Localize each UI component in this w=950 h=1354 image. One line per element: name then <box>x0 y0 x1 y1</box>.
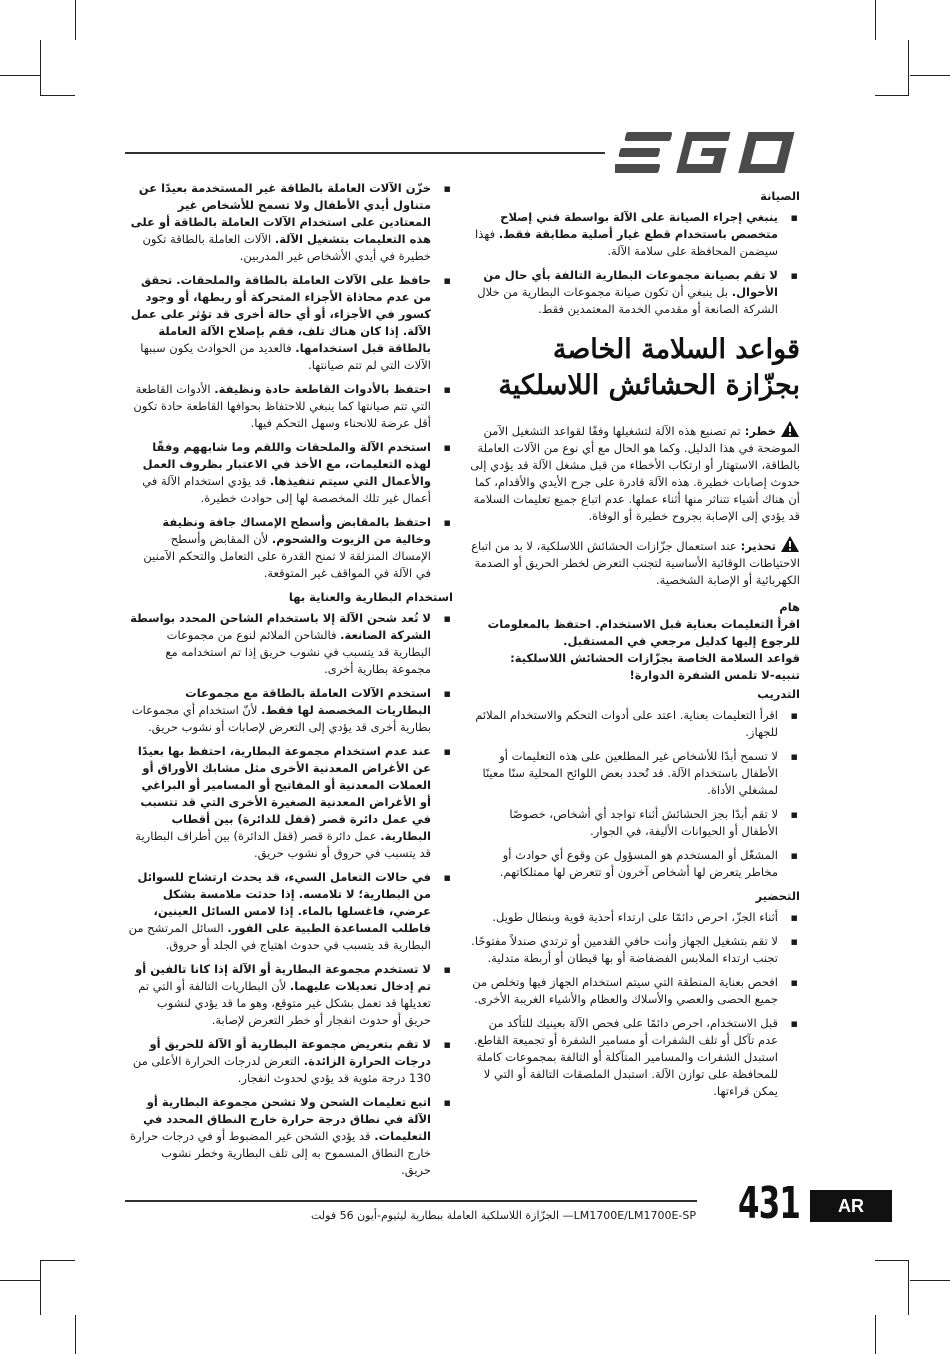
warning-paragraph: خطر: تم تصنيع هذه الآلة لتشغيلها وفقًا لقواعد التشغيل الآمن الموضحة في هذا الدليل. وكما هو الحال مع أي نوع من الآلات العاملة بالطاقة، الاستهتار أو ارتكاب الأخطاء من قبل مشغل الآلة قد يؤدي إلى حدوث إصابات خطيرة. هذه الآلة قادرة على جرح الأيدي والأقدام، كما أن هناك أشياء تتناثر منها أثناء عملها. عدم اتباع جميع تعليمات السلامة قد يؤدي إلى الإصابة بجروح خطيرة أو الوفاة. <box>470 420 800 525</box>
warning-triangle-icon <box>780 535 800 553</box>
crop-mark <box>0 75 40 76</box>
battery-heading: استخدام البطارية والعناية بها <box>288 590 453 604</box>
list-item: ▪ ينبغي إجراء الصيانة على الآلة بواسطة فني إصلاح متخصص باستخدام قطع غيار أصلية مطابقة فقط. فهذا سيضمن المحافظة على سلامة الآلة. <box>470 209 800 260</box>
left-column <box>128 180 453 1186</box>
crop-mark <box>875 0 876 40</box>
important-line: قواعد السلامة الخاصة بجزّازات الحشائش اللاسلكية: <box>510 651 800 665</box>
list-item: ▪ احتفظ بالمقابض وأسطح الإمساك جافة ونظيفة وخالية من الزيوت والشحوم. لأن المقابض وأسطح الإمساك المنزلقة لا تمنح القدرة على التعامل والتحكم الآمنين في الآلة في المواقف غير المتوقعة. <box>128 514 453 582</box>
important-line: هام <box>779 600 800 614</box>
footer-model-text: LM1700E/LM1700E-SP— الجزّازة اللاسلكية العاملة ببطارية ليثيوم-أيون 56 فولت <box>311 1209 696 1222</box>
list-item: ▪ اقرأ التعليمات بعناية. اعتد على أدوات التحكم والاستخدام الملائم للجهاز. <box>470 707 800 741</box>
crop-mark <box>40 95 75 96</box>
crop-mark <box>75 0 76 40</box>
language-badge: AR <box>810 1190 892 1222</box>
list-item: ▪ لا تُعد شحن الآلة إلا باستخدام الشاحن المحدد بواسطة الشركة الصانعة. فالشاحن الملائم لنوع من مجموعات البطارية قد يتسبب في نشوب حريق إذا تم استخدامه مع مجموعة بطارية أخرى. <box>128 610 453 678</box>
list-item: ▪ استخدم الآلة والملحقات واللقم وما شابههم وفقًا لهذه التعليمات، مع الأخذ في الاعتبار بظروف العمل والأعمال التي سيتم تنفيذها. قد يؤدي استخدام الآلة في أعمال غير تلك المخصصة لها إلى حوادث خطيرة. <box>128 439 453 507</box>
list-item: ▪ لا تستخدم مجموعة البطارية أو الآلة إذا كانا تالفين أو تم إدخال تعديلات عليهما. لأن البطاريات التالفة أو التي تم تعديلها قد تعمل بشكل غير متوقع، وهو ما قد يؤدي لنشوب حريق أو حدوث انفجار أو خطر التعرض لإصابة. <box>128 961 453 1029</box>
ego-logo <box>615 130 800 175</box>
crop-mark <box>75 1315 76 1354</box>
preparation-list <box>470 909 800 1100</box>
training-list <box>470 707 800 881</box>
header-rule <box>125 152 605 154</box>
list-item: ▪ أثناء الجزّ، احرص دائمًا على ارتداء أحذية قوية وبنطال طويل. <box>470 909 800 926</box>
crop-mark <box>40 1260 41 1315</box>
warning-triangle-icon <box>780 420 800 438</box>
section-title: قواعد السلامة الخاصة بجزّازة الحشائش اللاسلكية <box>498 334 800 401</box>
list-item: ▪ في حالات التعامل السيء، قد يحدث ارتشاح للسوائل من البطارية؛ لا تلامسه. إذا حدثت ملامسة بشكل عرضي، فاغسلها بالماء. إذا لامس السائل العينين، فاطلب المساعدة الطبية على الفور. السائل المرتشح من البطارية قد يتسبب في حدوث اهتياج في الجلد أو حروق. <box>128 869 453 954</box>
important-line: تنبيه-لا تلمس الشفرة الدوارة! <box>629 668 800 682</box>
list-item: ▪ خزّن الآلات العاملة بالطاقة غير المستخدمة بعيدًا عن متناول أيدي الأطفال ولا تسمح للأشخاص غير المعتادين على استخدام الآلات العاملة بالطاقة أو على هذه التعليمات بتشغيل الآلة. الآلات العاملة بالطاقة تكون خطيرة في أيدي الأشخاص غير المدربين. <box>128 180 453 265</box>
list-item: ▪ المشغّل أو المستخدم هو المسؤول عن وقوع أي حوادث أو مخاطر يتعرض لها أشخاص آخرون أو تتعرض لها ممتلكاتهم. <box>470 847 800 881</box>
crop-mark <box>40 40 41 95</box>
list-item: ▪ لا تقم أبدًا بجز الحشائش أثناء تواجد أي أشخاص، خصوصًا الأطفال أو الحيوانات الأليفة، في الجوار. <box>470 806 800 840</box>
list-item: ▪ افحص بعناية المنطقة التي سيتم استخدام الجهاز فيها وتخلص من جميع الحصى والعصي والأسلاك والعظام والأشياء الغريبة الأخرى. <box>470 974 800 1008</box>
page-number: 431 <box>738 1178 801 1229</box>
list-item: ▪ عند عدم استخدام مجموعة البطارية، احتفظ بها بعيدًا عن الأغراض المعدنية الأخرى مثل مشابك الأوراق أو العملات المعدنية أو المفاتيح أو المسامير أو البراغي أو الأغراض المعدنية الصغيرة الأخرى التي قد تتسبب في عمل دائرة قصر (قفل للدائرة) بين أقطاب البطارية. عمل دائرة قصر (قفل الدائرة) بين أطراف البطارية قد يتسبب في حروق أو نشوب حريق. <box>128 743 453 862</box>
maintenance-heading: الصيانة <box>760 189 800 203</box>
battery-list <box>128 610 453 1179</box>
maintenance-list <box>470 209 800 318</box>
tool-care-list <box>128 180 453 582</box>
crop-mark <box>910 75 950 76</box>
important-line: اقرأ التعليمات بعناية قبل الاستخدام. احتفظ بالمعلومات للرجوع إليها كدليل مرجعي في المستقبل. <box>487 617 800 648</box>
right-column <box>470 188 800 1107</box>
list-item: ▪ لا تسمح أبدًا للأشخاص غير المطلعين على هذه التعليمات أو الأطفال باستخدام الآلة. قد تُحدد بعض اللوائح المحلية سنًا معينًا لمشغلي الأداة. <box>470 748 800 799</box>
list-item: ▪ لا تقم بتعريض مجموعة البطارية أو الآلة للحريق أو درجات الحرارة الزائدة. التعرض لدرجات الحرارة الأعلى من 130 درجة مئوية قد يؤدي لحدوث انفجار. <box>128 1036 453 1087</box>
list-item: ▪ احتفظ بالأدوات القاطعة حادة ونظيفة. الأدوات القاطعة التي تتم صيانتها كما ينبغي للاحتفاظ بحوافها القاطعة حادة تكون أقل عرضة للانحناء وسهل التحكم فيها. <box>128 381 453 432</box>
crop-mark <box>40 1260 75 1261</box>
crop-mark <box>875 1260 909 1261</box>
caution-paragraph: تحذير: عند استعمال جزّازات الحشائش اللاسلكية، لا بد من اتباع الاحتياطات الوقائية الأساسية لتجنب التعرض لخطر الحريق أو الصدمة الكهربائية أو الإصابة الشخصية. <box>470 535 800 589</box>
preparation-heading: التحضير <box>755 889 800 903</box>
list-item: ▪ لا تقم بتشغيل الجهاز وأنت حافي القدمين أو ترتدي صندلاً مفتوحًا. تجنب ارتداء الملابس الفضفاضة أو بها قيطان أو أربطة متدلية. <box>470 933 800 967</box>
crop-mark <box>0 1280 40 1281</box>
crop-mark <box>908 40 909 95</box>
crop-mark <box>875 95 909 96</box>
list-item: ▪ قبل الاستخدام، احرص دائمًا على فحص الآلة بعينيك للتأكد من عدم تآكل أو تلف الشفرات أو مسامير الشفرة أو تجميعة القاطع. استبدل الشفرات والمسامير المتآكلة أو التالفة بمجموعات كاملة للمحافظة على توازن الآلة. استبدل الملصقات التالفة أو التي لا يمكن قراءتها. <box>470 1015 800 1100</box>
list-item: ▪ حافظ على الآلات العاملة بالطاقة والملحقات. تحقق من عدم محاذاة الأجزاء المتحركة أو ربطها، أو وجود كسور في الأجزاء، أو أي حالة أخرى قد تؤثر على عمل الآلة. إذا كان هناك تلف، فقم بإصلاح الآلة العاملة بالطاقة قبل استخدامها. فالعديد من الحوادث يكون سببها الآلات التي لم تتم صيانتها. <box>128 272 453 374</box>
list-item: ▪ لا تقم بصيانة مجموعات البطارية التالفة بأي حال من الأحوال. بل ينبغي أن تكون صيانة مجموعات البطارية من خلال الشركة الصانعة أو مقدمي الخدمة المعتمدين فقط. <box>470 267 800 318</box>
crop-mark <box>875 1315 876 1354</box>
training-heading: التدريب <box>757 687 800 701</box>
list-item: ▪ استخدم الآلات العاملة بالطاقة مع مجموعات البطاريات المخصصة لها فقط. لأنّ استخدام أي مجموعات بطارية أخرى قد يؤدي إلى التعرض لإصابات أو نشوب حريق. <box>128 685 453 736</box>
list-item: ▪ اتبع تعليمات الشحن ولا تشحن مجموعة البطارية أو الآلة في نطاق درجة حرارة خارج النطاق المحدد في التعليمات. قد يؤدي الشحن غير المضبوط أو في درجات حرارة خارج النطاق المسموح به إلى تلف البطارية وخطر نشوب حريق. <box>128 1094 453 1179</box>
footer-rule <box>125 1200 697 1202</box>
warning-label: خطر: <box>740 424 776 438</box>
caution-label: تحذير: <box>736 539 776 553</box>
crop-mark <box>908 1260 909 1315</box>
crop-mark <box>910 1280 950 1281</box>
